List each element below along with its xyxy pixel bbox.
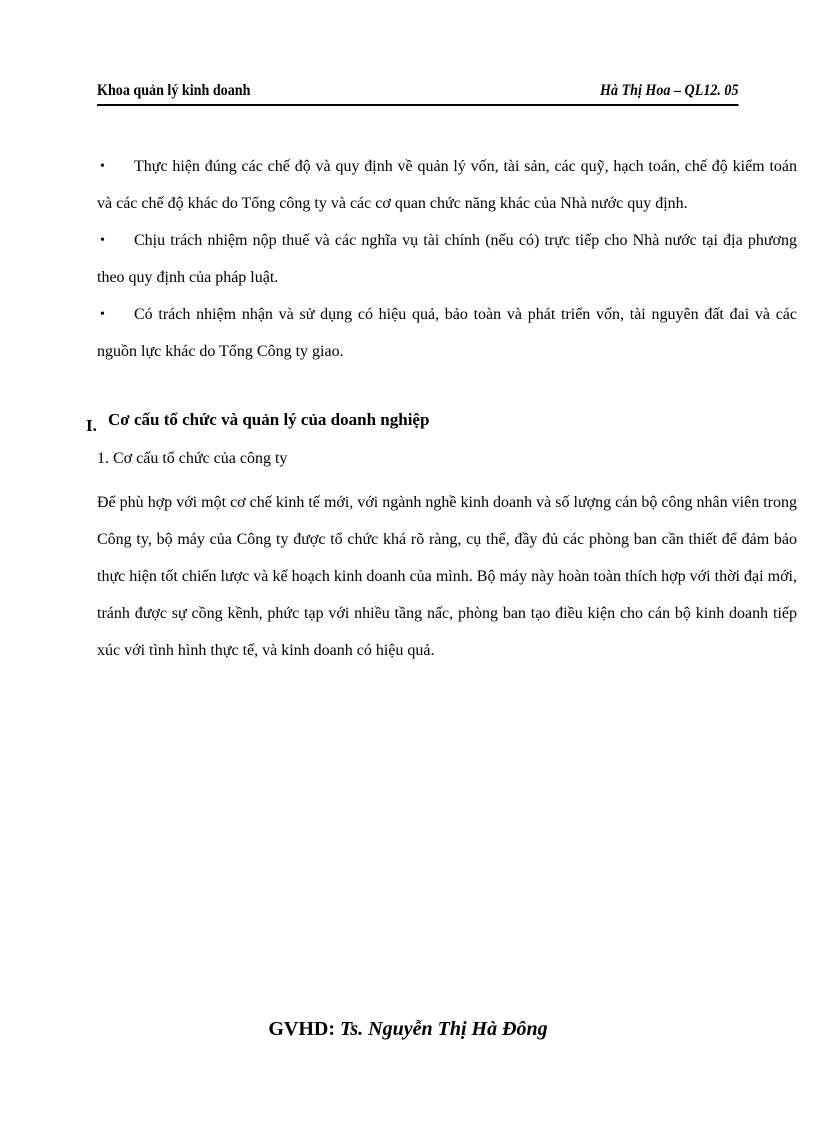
- body-paragraph: Để phù hợp với một cơ chế kinh tế mới, với ngành nghề kinh doanh và số lượng cán bộ công nhân viên trong Công ty, bộ máy của Công ty được tổ chức khá rõ ràng, cụ thể, đầy đủ các phòng ban cần thiết để đảm bảo thực hiện tốt chiến lược và kế hoạch kinh doanh của mình. Bộ máy này hoàn toàn thích hợp với thời đại mới, tránh được sự cồng kềnh, phức tạp với nhiều tầng nấc, phòng ban tạo điều kiện cho cán bộ kinh doanh tiếp xúc với tình hình thực tế, và kinh doanh có hiệu quả.: [97, 494, 797, 659]
- bullet-item: [97, 296, 797, 370]
- bullet-item: [97, 222, 797, 296]
- page-header: [97, 82, 739, 106]
- bullet-icon: •: [100, 233, 105, 248]
- bullet-list: [97, 148, 797, 370]
- bullet-text: Chịu trách nhiệm nộp thuế và các nghĩa vụ tài chính (nếu có) trực tiếp cho Nhà nước tại địa phương theo quy định của pháp luật.: [97, 232, 797, 286]
- section-heading: [86, 410, 430, 435]
- bullet-icon: •: [100, 159, 105, 174]
- section-title: Cơ cấu tổ chức và quản lý của doanh nghiệp: [108, 410, 430, 429]
- footer-label: GVHD:: [268, 1018, 336, 1040]
- subsection-heading: 1. Cơ cấu tổ chức của công ty: [97, 450, 288, 467]
- section-number: I.: [86, 416, 97, 435]
- page-footer: [0, 1018, 816, 1041]
- bullet-text: Thực hiện đúng các chế độ và quy định về quản lý vốn, tài sản, các quỹ, hạch toán, chế độ kiểm toán và các chế độ khác do Tổng công ty và các cơ quan chức năng khác của Nhà nước quy định.: [97, 158, 797, 212]
- header-department: Khoa quản lý kinh doanh: [97, 82, 251, 99]
- footer-supervisor: Ts. Nguyễn Thị Hà Đông: [340, 1018, 548, 1040]
- bullet-text: Có trách nhiệm nhận và sử dụng có hiệu quả, bảo toàn và phát triển vốn, tài nguyên đất đai và các nguồn lực khác do Tổng Công ty giao.: [97, 306, 797, 360]
- bullet-item: [97, 148, 797, 222]
- bullet-icon: •: [100, 307, 105, 322]
- header-author: Hà Thị Hoa – QL12. 05: [600, 82, 739, 99]
